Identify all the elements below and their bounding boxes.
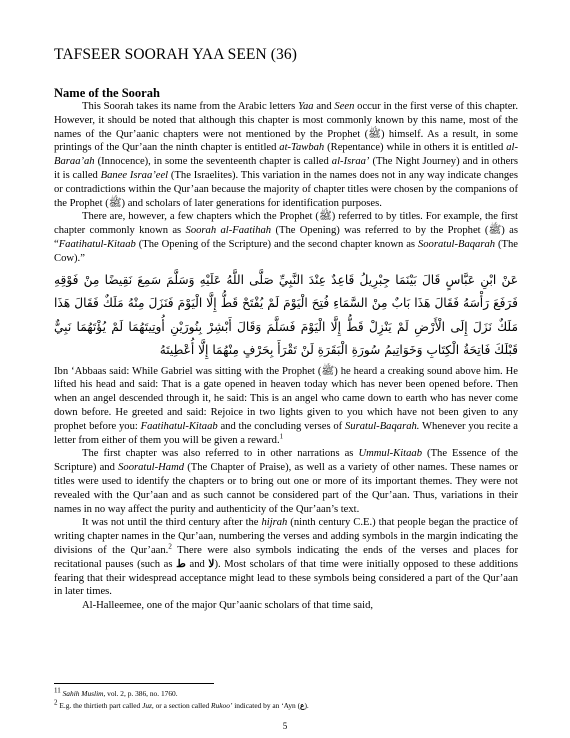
section-heading: Name of the Soorah — [54, 86, 160, 100]
footnote-divider — [54, 683, 214, 684]
page-title: TAFSEER SOORAH YAA SEEN (36) — [54, 46, 297, 63]
paragraph-chapter-titles: There are, however, a few chapters which the Prophet (ﷺ) referred to by titles. For example, the first chapter commonly known as Soorah al-Faatihah (The Opening) was referred to by the Prophet (ﷺ) as “Faatihatul-Kitaab (The Opening of the Scripture) and the second chapter known as Sooratul-Baqarah (The Cow).” — [54, 211, 518, 264]
page-number: 5 — [282, 721, 288, 731]
paragraph-chapter-names-history: It was not until the third century after the hijrah (ninth century C.E.) that people began the practice of writing chapter names in the Qur’aan, numbering the verses and adding symbols in the margin indicating the divisions of the Qur’aan.$^2$ There were also symbols indicating the ends of the verses and places for recitational pauses (such as ط and لا). Most scholars of that time were initially opposed to these additions fearing that their widespread acceptance might lead to these symbols being considered a part of the Qur’aan in later times. — [54, 517, 518, 598]
paragraph-other-names: The first chapter was also referred to in other narrations as Ummul-Kitaab (The Essence of the Scripture) and Sooratul-Hamd (The Chapter of Praise), as well as a variety of other names. These names or titles were used to identify the chapters or to bring out one or more of its important themes. They were not revealed with the Qur’aan and as such cannot be considered part of the Qur’aan. Thus, variations in their names in no way affect the purity and authenticity of the Qur’aan’s text. — [54, 448, 518, 515]
footnote-2: $^2$ E.g. the thirtieth part called Juz, or a section called Rukoo’ indicated by an ‘Ayn (ع). — [54, 698, 309, 710]
footnote-ref-2[interactable]: 2 — [168, 542, 172, 551]
footnote-1: $^{11}$ Sahih Muslim, vol. 2, p. 386, no. 1760. — [54, 686, 178, 698]
paragraph-al-halleemee: Al-Halleemee, one of the major Qur’aanic scholars of that time said, — [82, 600, 374, 612]
footnotes — [54, 683, 518, 712]
page-body — [54, 46, 518, 613]
pause-symbol-taa: ط — [176, 558, 186, 570]
paragraph-soorah-name: This Soorah takes its name from the Arabic letters Yaa and Seen occur in the first verse of this chapter. However, it should be noted that although this chapter is most commonly known by this name, most of the names of the Qur’aanic chapters were not mentioned by the Prophet (ﷺ) himself. As a result, in some printings of the Qur’aan the ninth chapter is entitled at-Tawbah (Repentance) while in others it is entitled al-Baraa’ah (Innocence), in some the seventeenth chapter is called al-Israa’ (The Night Journey) and in others it is called Banee Israa’eel (The Israelites). This variation in the names does not in any way indicate changes or contradictions within the Qur’aan because the majority of chapter titles were chosen by the companions of the Prophet (ﷺ) and scholars of later generations for identification purposes. — [54, 101, 519, 209]
arabic-hadith-text: عَنْ ابْنِ عَبَّاسٍ قَالَ بَيْنَمَا جِبْرِيلُ قَاعِدٌ عِنْدَ النَّبِيِّ صَلَّى اللَّهُ عَلَيْهِ وَسَلَّمَ سَمِعَ نَقِيضًا مِنْ فَوْقِهِ فَرَفَعَ رَأْسَهُ فَقَالَ هَذَا بَابٌ مِنْ السَّمَاءِ فُتِحَ الْيَوْمَ لَمْ يُفْتَحْ قَطُّ إِلَّا الْيَوْمَ فَنَزَلَ مِنْهُ مَلَكٌ فَقَالَ هَذَا مَلَكٌ نَزَلَ إِلَى الْأَرْضِ لَمْ يَنْزِلْ قَطُّ إِلَّا الْيَوْمَ فَسَلَّمَ وَقَالَ أَبْشِرْ بِنُورَيْنِ أُوتِيتَهُمَا لَمْ يُؤْتَهُمَا نَبِيٌّ قَبْلَكَ فَاتِحَةُ الْكِتَابِ وَخَوَاتِيمُ سُورَةِ الْبَقَرَةِ لَنْ تَقْرَأَ بِحَرْفٍ مِنْهُمَا إِلَّا أُعْطِيتَهُ — [54, 272, 518, 358]
paragraph-hadith-translation: Ibn ‘Abbaas said: While Gabriel was sitting with the Prophet (ﷺ) he heard a creaking sound above him. He lifted his head and said: That is a gate opened in heaven today which has never been opened before. Then when an angel descended through it, he said: This is an angel who came down to earth who has never come down before. He greeted and said: Rejoice in two lights given to you which have not been given to any prophet before you: Faatihatul-Kitaab and the concluding verses of Suratul-Baqarah. Whenever you recite a letter from either of them you will be given a reward.$^1$ — [54, 365, 518, 446]
pause-symbol-laa: لا — [208, 558, 215, 570]
footnote-ref-1[interactable]: 1 — [279, 432, 284, 441]
